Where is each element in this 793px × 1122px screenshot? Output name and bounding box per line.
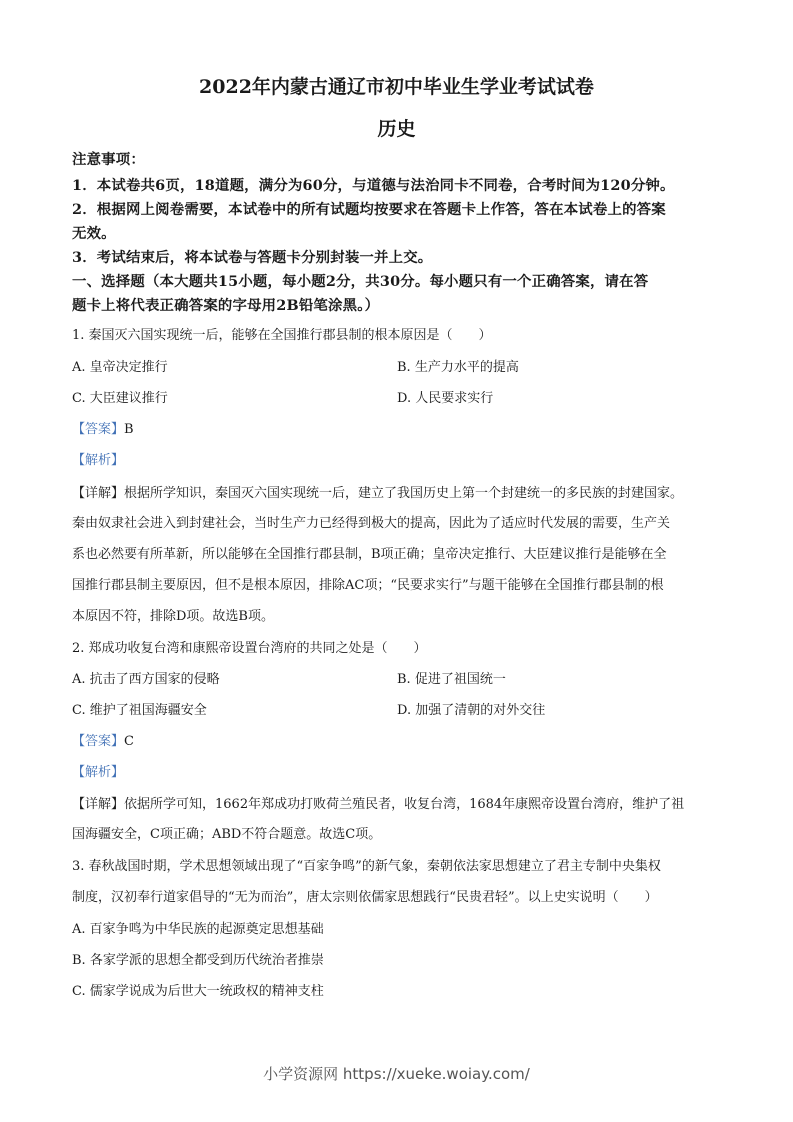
question-2-detail-line-1 — [72, 793, 684, 812]
detail-text: 根据所学知识，秦国灭六国实现统一后，建立了我国历史上第一个封建统一的多民族的封建国家。 — [124, 486, 684, 501]
question-2-detail-line-2: 国海疆安全，C项正确；ABD不符合题意。故选C项。 — [72, 827, 382, 842]
question-1-stem: 1. 秦国灭六国实现统一后，能够在全国推行郡县制的根本原因是（ ） — [72, 328, 492, 343]
question-3-option-b: B. 各家学派的思想全都受到历代统治者推崇 — [72, 953, 324, 968]
footer-watermark[interactable]: 小学资源网 https://xueke.woiay.com/ — [263, 1065, 530, 1083]
answer-label: 【答案】 — [72, 422, 125, 437]
question-3-option-c: C. 儒家学说成为后世大一统政权的精神支柱 — [72, 984, 324, 999]
exam-subject: 历史 — [377, 118, 416, 140]
detail-label: 【详解】 — [72, 486, 125, 501]
question-2-answer — [72, 730, 134, 749]
question-3-option-a: A. 百家争鸣为中华民族的起源奠定思想基础 — [72, 922, 324, 937]
question-1-detail-line-3: 系也必然要有所革新，所以能够在全国推行郡县制，B项正确；皇帝决定推行、大臣建议推行是能够在全 — [72, 547, 667, 562]
question-1-detail-line-2: 秦由奴隶社会进入到封建社会，当时生产力已经得到极大的提高，因此为了适应时代发展的需要，生产关 — [72, 516, 671, 531]
question-2-option-d: D. 加强了清朝的对外交往 — [397, 703, 546, 718]
question-1-option-d: D. 人民要求实行 — [397, 391, 494, 406]
notice-heading: 注意事项： — [72, 151, 145, 168]
question-1-option-c: C. 大臣建议推行 — [72, 391, 168, 406]
answer-label: 【答案】 — [72, 734, 125, 749]
detail-text: 依据所学可知，1662年郑成功打败荷兰殖民者，收复台湾，1684年康熙帝设置台湾府，维护了祖 — [124, 797, 685, 812]
question-2-option-a: A. 抗击了西方国家的侵略 — [72, 672, 220, 687]
answer-value: C — [124, 734, 134, 749]
question-1-detail-line-4: 国推行郡县制主要原因，但不是根本原因，排除AC项；“民要求实行”与题干能够在全国推行郡县制的根 — [72, 578, 664, 593]
notice-item-2: 2．根据网上阅卷需要，本试卷中的所有试题均按要求在答题卡上作答，答在本试卷上的答案 — [72, 201, 666, 218]
question-2-option-c: C. 维护了祖国海疆安全 — [72, 703, 207, 718]
notice-item-2-cont: 无效。 — [72, 225, 116, 242]
exam-title: 2022年内蒙古通辽市初中毕业生学业考试试卷 — [199, 76, 594, 98]
question-1-answer — [72, 418, 134, 437]
question-2-analysis-label: 【解析】 — [72, 765, 125, 780]
question-3-stem-line-2: 制度，汉初奉行道家倡导的“无为而治”，唐太宗则依儒家思想践行“民贵君轻”。以上史实说明（ ） — [72, 890, 658, 905]
question-1-analysis-label: 【解析】 — [72, 453, 125, 468]
detail-label: 【详解】 — [72, 797, 125, 812]
answer-value: B — [124, 422, 134, 437]
question-1-option-b: B. 生产力水平的提高 — [397, 360, 519, 375]
question-1-option-a: A. 皇帝决定推行 — [72, 360, 168, 375]
section-heading-line-2: 题卡上将代表正确答案的字母用2B铅笔涂黑。） — [72, 297, 380, 314]
question-3-stem-line-1: 3. 春秋战国时期，学术思想领域出现了“百家争鸣”的新气象，秦朝依法家思想建立了君主专制中央集权 — [72, 859, 661, 874]
question-1-detail-line-1 — [72, 482, 683, 501]
notice-item-1: 1．本试卷共6页，18道题，满分为60分，与道德与法治同卡不同卷，合考时间为120分钟。 — [72, 177, 675, 194]
section-heading-line-1: 一、选择题（本大题共15小题，每小题2分，共30分。每小题只有一个正确答案，请在答 — [72, 273, 649, 290]
question-2-stem: 2. 郑成功收复台湾和康熙帝设置台湾府的共同之处是（ ） — [72, 641, 427, 656]
notice-item-3: 3．考试结束后，将本试卷与答题卡分别封装一并上交。 — [72, 249, 433, 266]
question-2-option-b: B. 促进了祖国统一 — [397, 672, 506, 687]
question-1-detail-line-5: 本原因不符，排除D项。故选B项。 — [72, 609, 274, 624]
